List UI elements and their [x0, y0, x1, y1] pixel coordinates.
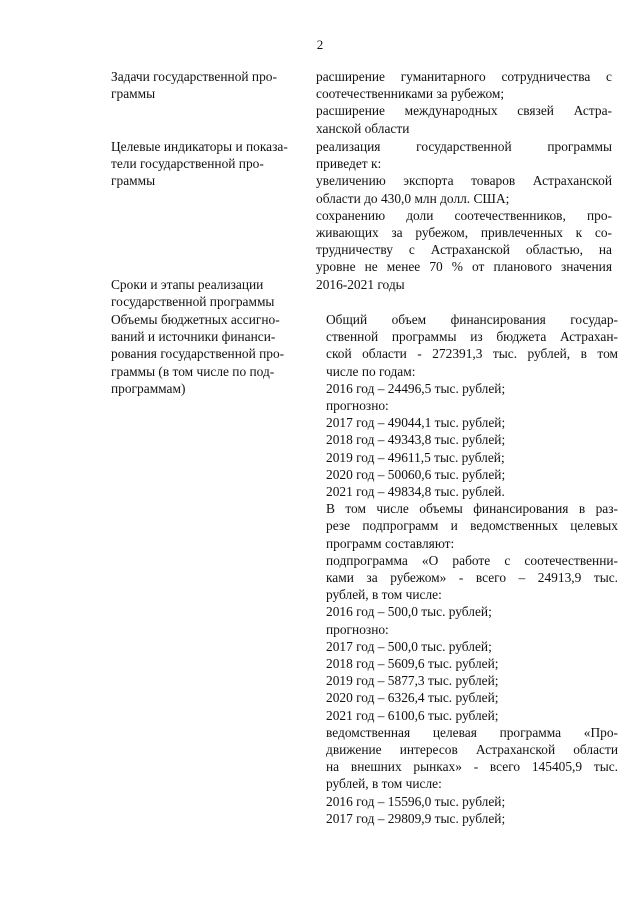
label-line: программам) [111, 380, 186, 396]
value-line: ской области - 272391,3 тыс. рублей, в том [326, 346, 618, 362]
row-label [111, 138, 311, 190]
value-line: 2020 год – 50060,6 тыс. рублей; [326, 466, 506, 482]
row-value [316, 68, 612, 137]
value-line: приведет к: [316, 156, 382, 172]
value-line: 2021 год – 49834,8 тыс. рублей. [326, 484, 505, 500]
value-line: на внешних рынках» - всего 145405,9 тыс. [326, 759, 618, 775]
value-line: соотечественниками за рубежом; [316, 86, 505, 102]
value-line: 2020 год – 6326,4 тыс. рублей; [326, 690, 499, 706]
label-line: тели государственной про- [111, 156, 264, 172]
value-line: живающих за рубежом, привлеченных к со- [316, 225, 612, 241]
label-line: государственной программы [111, 294, 275, 310]
value-line: 2016 год – 500,0 тыс. рублей; [326, 604, 492, 620]
value-line: программ составляют: [326, 535, 455, 551]
value-line: 2018 год – 49343,8 тыс. рублей; [326, 432, 506, 448]
value-line: уровне не менее 70 % от планового значения [316, 259, 612, 275]
value-line: рублей, в том числе: [326, 776, 442, 792]
row-label [111, 68, 311, 102]
value-line: числе по годам: [326, 363, 416, 379]
row-value [326, 311, 618, 827]
value-line: 2019 год – 5877,3 тыс. рублей; [326, 673, 499, 689]
value-line: 2021 год – 6100,6 тыс. рублей; [326, 707, 499, 723]
value-line: В том числе объемы финансирования в раз- [326, 501, 618, 517]
value-line: подпрограмма «О работе с соотечественни- [326, 552, 618, 568]
value-line: резе подпрограмм и ведомственных целевых [326, 518, 618, 534]
value-line: 2019 год – 49611,5 тыс. рублей; [326, 449, 505, 465]
value-line: 2016 год – 15596,0 тыс. рублей; [326, 793, 506, 809]
value-line: трудничеству с Астраханской областью, на [316, 242, 612, 258]
label-line: граммы [111, 173, 156, 189]
row-label [111, 276, 311, 310]
page-number: 2 [316, 37, 324, 52]
value-line: 2018 год – 5609,6 тыс. рублей; [326, 656, 499, 672]
label-line: Сроки и этапы реализации [111, 277, 264, 292]
value-line: области до 430,0 млн долл. США; [316, 190, 510, 206]
value-line: Общий объем финансирования государ- [326, 312, 618, 327]
value-line: прогнозно: [326, 398, 389, 414]
row-label [111, 311, 311, 397]
value-line: расширение гуманитарного сотрудничества с [316, 69, 612, 84]
value-line: 2017 год – 29809,9 тыс. рублей; [326, 810, 506, 826]
label-line: Объемы бюджетных ассигно- [111, 312, 280, 327]
label-line: Целевые индикаторы и показа- [111, 139, 288, 154]
row-value [316, 138, 612, 276]
label-line: граммы [111, 86, 156, 102]
value-line: ведомственная целевая программа «Про- [326, 724, 618, 740]
row-value [316, 276, 612, 293]
label-line: граммы (в том числе по под- [111, 363, 275, 379]
value-line: реализация государственной программы [316, 139, 612, 154]
label-line: ваний и источники финанси- [111, 329, 276, 345]
value-line: расширение международных связей Астра- [316, 103, 612, 119]
value-line: прогнозно: [326, 621, 389, 637]
value-line: увеличению экспорта товаров Астраханской [316, 173, 612, 189]
value-line: 2016 год – 24496,5 тыс. рублей; [326, 380, 506, 396]
value-line: 2017 год – 49044,1 тыс. рублей; [326, 415, 506, 431]
value-line: ками за рубежом» - всего – 24913,9 тыс. [326, 570, 618, 586]
value-line: ственной программы из бюджета Астрахан- [326, 329, 618, 345]
value-line: 2016-2021 годы [316, 277, 405, 292]
label-line: Задачи государственной про- [111, 69, 277, 84]
value-line: 2017 год – 500,0 тыс. рублей; [326, 638, 492, 654]
label-line: рования государственной про- [111, 346, 285, 362]
value-line: движение интересов Астраханской области [326, 742, 618, 758]
value-line: ханской области [316, 120, 410, 136]
value-line: рублей, в том числе: [326, 587, 442, 603]
value-line: сохранению доли соотечественников, про- [316, 207, 612, 223]
